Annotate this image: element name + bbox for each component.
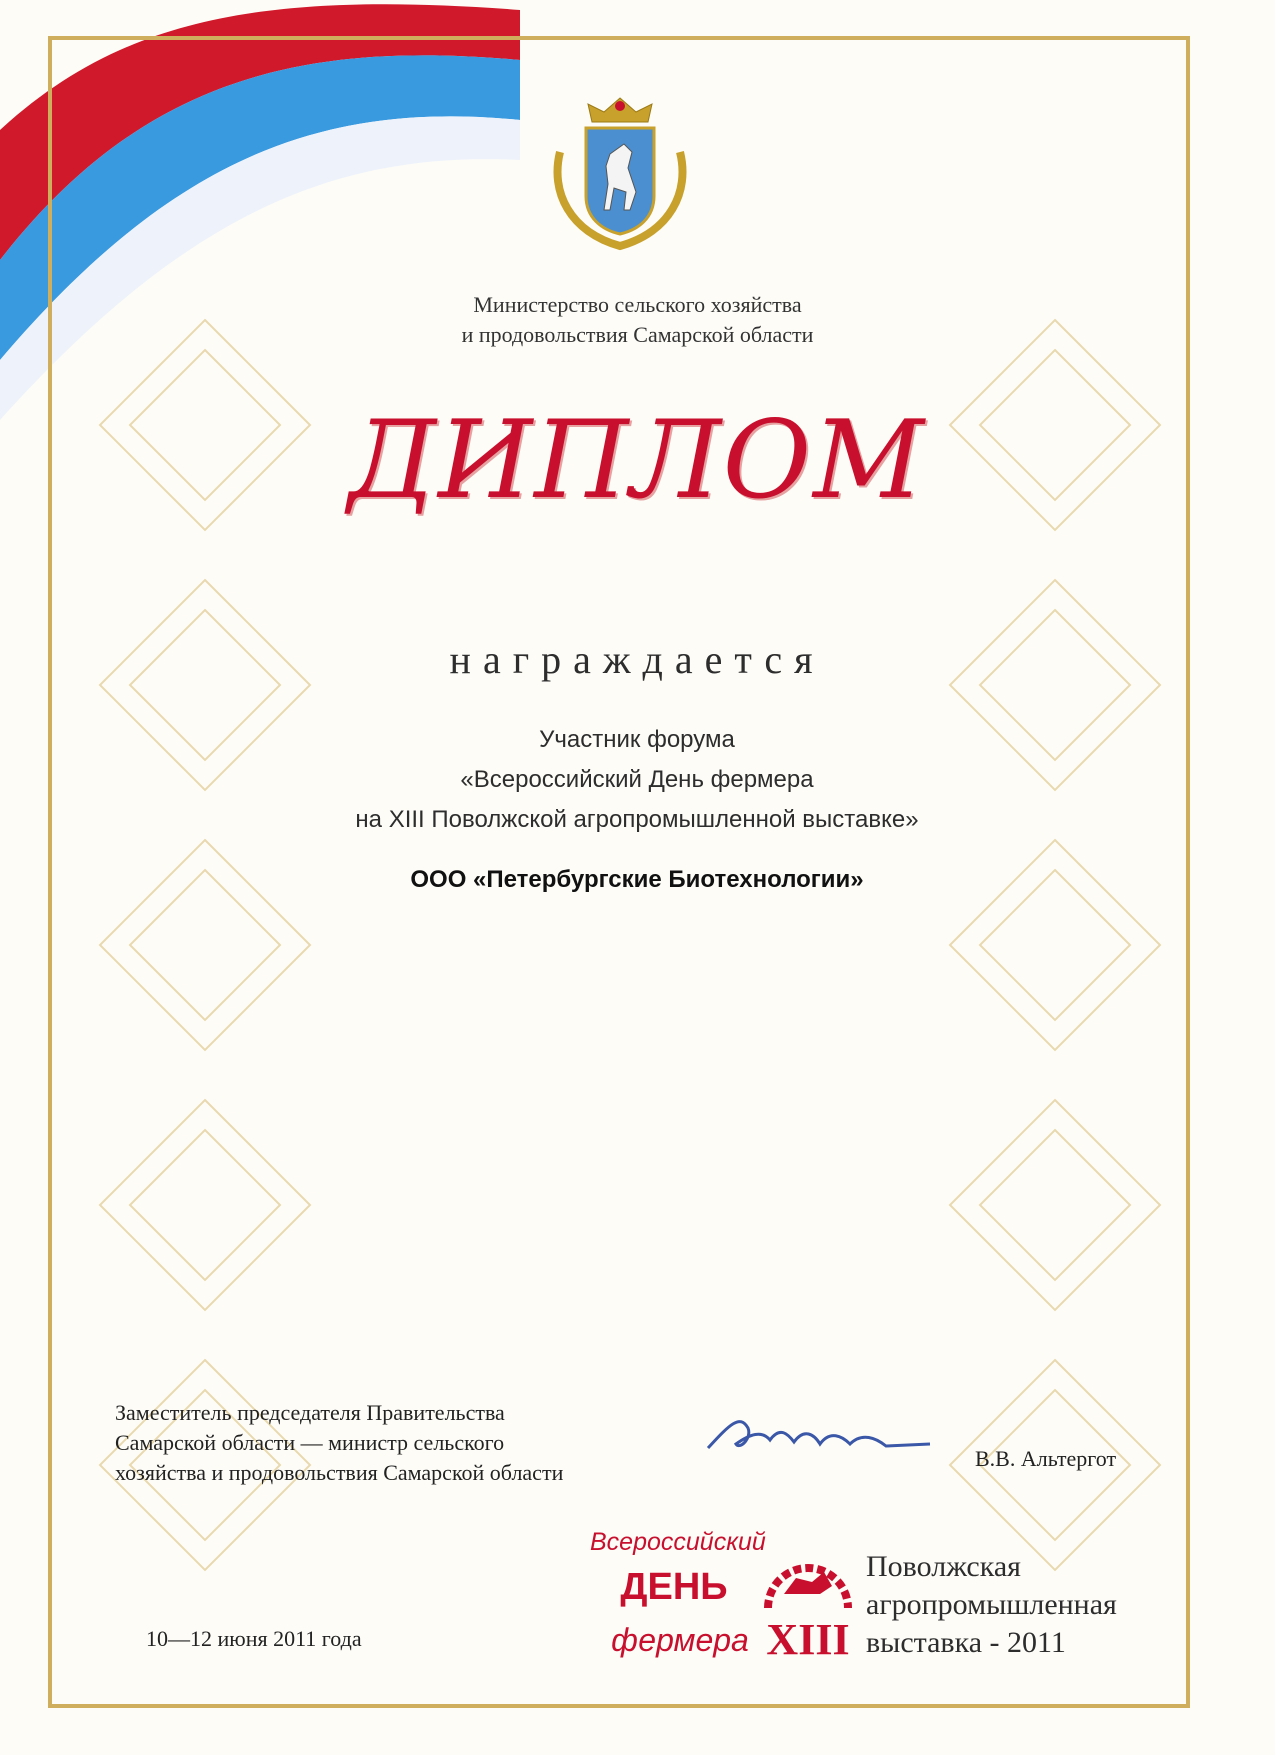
signer-line-3: хозяйства и продовольствия Самарской области bbox=[115, 1460, 564, 1485]
signer-line-1: Заместитель председателя Правительства bbox=[115, 1400, 505, 1425]
ministry-heading bbox=[300, 290, 975, 350]
exhibition-logo bbox=[758, 1528, 858, 1668]
participant-line-1: Участник форума bbox=[539, 726, 735, 753]
handwritten-signature bbox=[700, 1404, 940, 1468]
exhibition-name bbox=[866, 1548, 1117, 1662]
farmer-day-logo-line-3: фермера bbox=[611, 1622, 749, 1658]
samara-coat-of-arms-emblem bbox=[540, 92, 700, 252]
signer-title bbox=[115, 1398, 715, 1488]
farmer-day-logo bbox=[590, 1528, 766, 1668]
ministry-line-2: и продовольствия Самарской области bbox=[461, 322, 814, 347]
signer-line-2: Самарской области — министр сельского bbox=[115, 1430, 505, 1455]
signer-name: В.В. Альтергот bbox=[975, 1446, 1117, 1471]
participant-line-3: на XIII Поволжской агропромышленной выставке» bbox=[355, 806, 919, 833]
farmer-day-logo-line-1: Всероссийский bbox=[590, 1528, 766, 1556]
participant-description bbox=[237, 720, 1037, 840]
diploma-title: ДИПЛОМ bbox=[348, 398, 926, 523]
exhibition-line-1: Поволжская bbox=[866, 1550, 1021, 1583]
awarded-heading: награждается bbox=[449, 637, 825, 682]
event-dates: 10—12 июня 2011 года bbox=[146, 1626, 362, 1651]
exhibition-line-3: выставка - 2011 bbox=[866, 1626, 1066, 1659]
participant-line-2: «Всероссийский День фермера bbox=[460, 766, 814, 793]
farmer-day-logo-line-2: ДЕНЬ bbox=[620, 1566, 728, 1608]
exhibition-number: XIII bbox=[766, 1615, 850, 1664]
exhibition-gear-icon bbox=[758, 1528, 858, 1614]
organization-name: ООО «Петербургские Биотехнологии» bbox=[410, 866, 864, 893]
exhibition-line-2: агропромышленная bbox=[866, 1588, 1117, 1621]
ministry-line-1: Министерство сельского хозяйства bbox=[473, 292, 802, 317]
